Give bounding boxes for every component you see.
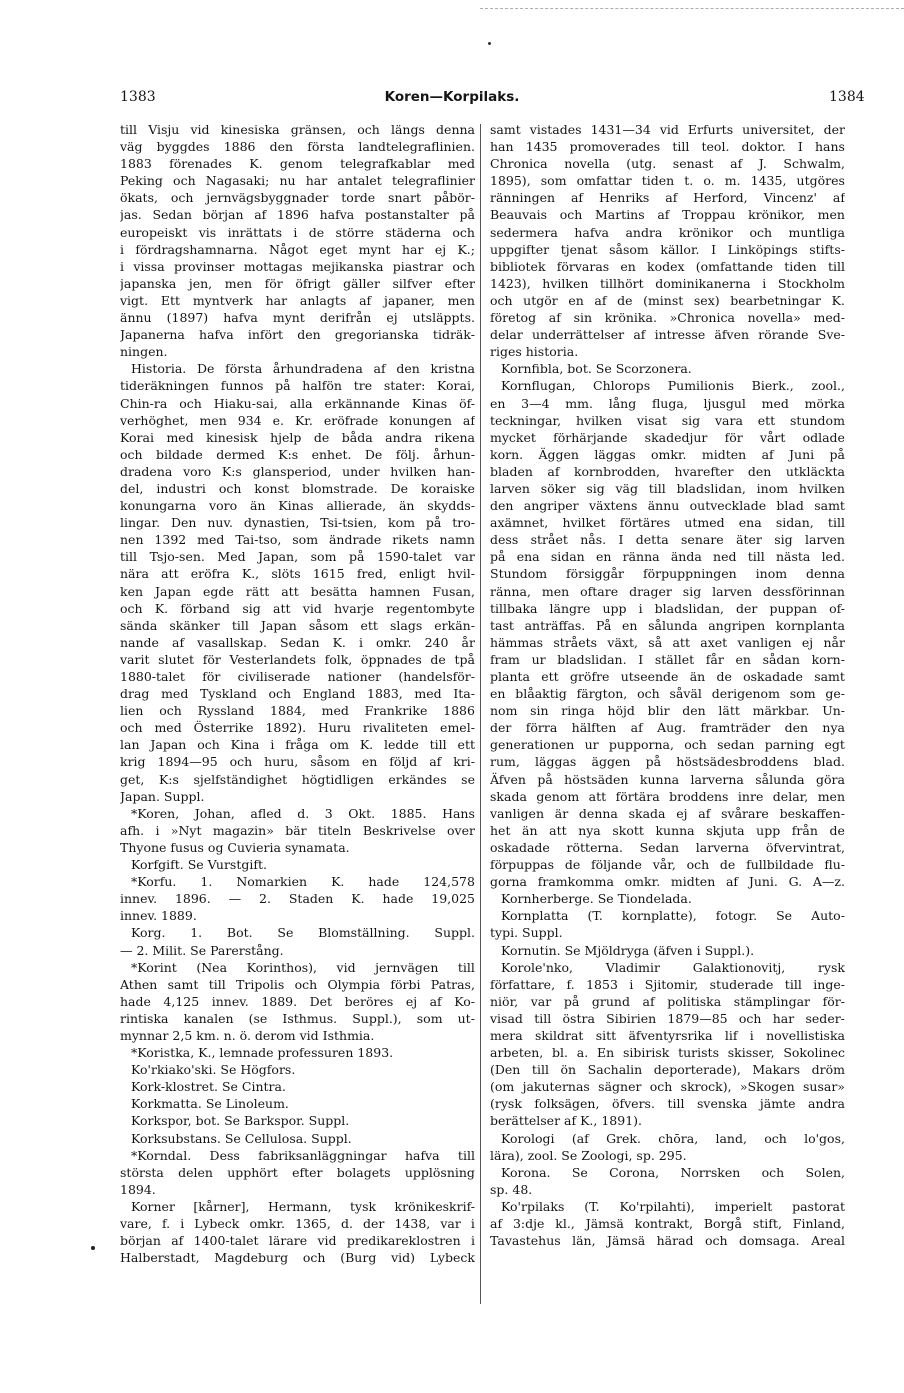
text-line: ränningen af Henriks af Herford, Vincenz' af: [490, 190, 845, 206]
text-line: Korai med kinesisk hjelp de båda andra rikena: [120, 429, 475, 445]
text-line: förpuppas de följande vår, och de fullbildade flu-: [490, 857, 845, 873]
text-line: Thyone fusus og Cuvieria synamata.: [120, 839, 350, 855]
text-line: ningen.: [120, 344, 168, 360]
text-line: der förra hälften af Aug. framträder den nya: [490, 720, 845, 736]
text-line: oskadade rötterna. Sedan larverna öfvervintrat,: [490, 839, 845, 855]
text-line: Chin-ra och Hiaku-sai, alla erkännande Kinas öf-: [120, 395, 475, 411]
text-line: sända skänker till Japan såsom ett slags erkän-: [120, 617, 475, 633]
text-line: väg byggdes 1886 den första landtelegraflinien.: [120, 139, 475, 155]
text-line: riges historia.: [490, 344, 579, 360]
text-line: japanska jen, men för öfrigt gäller silfver efter: [120, 275, 475, 291]
text-line: sp. 48.: [490, 1181, 533, 1197]
column-divider: [480, 124, 481, 1304]
text-line: Chronica novella (utg. senast af J. Schwalm,: [490, 156, 845, 172]
text-line: i vissa provinser mottagas mejikanska piastrar och: [120, 258, 475, 274]
text-line: lien och Ryssland 1884, med Frankrike 1886: [120, 703, 475, 719]
text-line: (Den till ön Sachalin deporterade), Makars dröm: [490, 1062, 845, 1078]
text-line: mera skildrat sitt äfventyrsrika lif i novellistiska: [490, 1027, 845, 1043]
text-line: han 1435 promoverades till teol. doktor. I hans: [490, 139, 845, 155]
text-line: verhöghet, men 934 e. Kr. eröfrade konungen af: [120, 412, 475, 428]
text-line: Kornherberge. Se Tiondelada.: [501, 891, 692, 907]
text-line: krig 1894—95 och huru, såsom en följd af kri-: [120, 754, 475, 770]
text-line: (om jakuternas sägner och skrock), »Skogen susar»: [490, 1079, 845, 1095]
text-line: hämmas stråets växt, så att axet vanligen ej når: [490, 634, 845, 650]
text-line: tillbaka längre upp i bladslidan, der puppan of-: [490, 600, 845, 616]
text-line: en blåaktig färgton, och såväl derigenom som ge-: [490, 686, 845, 702]
text-line: lan Japan och Kina i fråga om K. ledde till ett: [120, 737, 475, 753]
text-line: innev. 1896. — 2. Staden K. hade 19,025: [120, 891, 475, 907]
text-line: och K. förband sig att vid hvarje regentombyte: [120, 600, 475, 616]
text-line: nande af vasallskap. Sedan K. i omkr. 240 år: [120, 634, 475, 650]
text-line: afh. i »Nyt magazin» bär titeln Beskrivelse over: [120, 822, 475, 838]
text-line: Kornutin. Se Mjöldryga (äfven i Suppl.).: [501, 942, 755, 958]
text-line: en 3—4 mm. lång fluga, ljusgul med mörka: [490, 395, 845, 411]
text-line: bibliotek förvaras en kodex (omfattande tiden till: [490, 258, 845, 274]
text-line: ken Japan egde rätt att besätta hamnen Fusan,: [120, 583, 475, 599]
text-line: *Korint (Nea Korinthos), vid jernvägen till: [131, 959, 475, 975]
text-line: 1894.: [120, 1181, 156, 1197]
text-line: innev. 1889.: [120, 908, 197, 924]
text-line: Japan. Suppl.: [120, 788, 205, 804]
page-number-left: 1383: [120, 89, 156, 105]
text-line: Korole'nko, Vladimir Galaktionovitj, rysk: [501, 959, 845, 975]
text-line: tideräkningen funnos på halfön tre stater: Korai,: [120, 378, 475, 394]
text-line: mycket förhärjande skadedjur för vårt odlade: [490, 429, 845, 445]
text-line: rum, läggas äggen på höstsädesbroddens blad.: [490, 754, 845, 770]
text-line: Korner [kårner], Hermann, tysk krönikeskrif-: [131, 1198, 475, 1214]
text-line: Peking och Nagasaki; nu har antalet telegraflinier: [120, 173, 475, 189]
text-line: i fördragshamnarna. Något eget mynt har ej K.;: [120, 241, 475, 257]
text-line: drag med Tyskland och England 1883, med Ita-: [120, 686, 475, 702]
text-line: tast anträffas. På en sålunda angripen kornplanta: [490, 617, 845, 633]
text-line: Kornplatta (T. kornplatte), fotogr. Se Auto-: [501, 908, 845, 924]
text-line: planta ett gröfre utseende än de oskadade samt: [490, 669, 845, 684]
text-line: (rysk folksägen, öfvers. till svenska jämte andra: [490, 1096, 845, 1112]
text-line: larven söker sig väg till bladslidan, inom hvilken: [490, 480, 845, 496]
text-line: till Visju vid kinesiska gränsen, och längs denna: [120, 122, 475, 137]
text-line: ränna, men oftare drager sig larven dessförinnan: [490, 583, 845, 599]
text-line: Japanerna hafva infört den gregorianska tidräk-: [120, 327, 475, 343]
text-line: Korfgift. Se Vurstgift.: [131, 857, 267, 873]
running-title: Koren—Korpilaks.: [384, 89, 520, 105]
text-line: generationen ur pupporna, och sedan parning egt: [490, 737, 845, 753]
text-line: största delen upphört efter bolagets upplösning: [120, 1164, 475, 1180]
text-line: Stundom försiggår förpuppningen inom denna: [490, 566, 845, 582]
text-line: och bildade dermed K:s enhet. De följ. århun-: [120, 446, 475, 462]
text-line: jas. Sedan början af 1896 hafva postanstalter på: [120, 207, 475, 223]
text-line: Historia. De första århundradena af den kristna: [131, 361, 475, 377]
text-line: *Korndal. Dess fabriksanläggningar hafva till: [131, 1147, 475, 1163]
text-line: Kornfibla, bot. Se Scorzonera.: [501, 361, 692, 377]
text-line: konungarna voro än Kinas allierade, än skydds-: [120, 498, 475, 514]
text-line: Kork-klostret. Se Cintra.: [131, 1079, 286, 1095]
text-line: axämnet, hvilket förtäres utmed ena sidan, till: [490, 515, 845, 531]
text-line: och utgör en af de (minst sex) bearbetningar K.: [490, 292, 845, 308]
text-line: varit slutet för Vesterlandets folk, öppnades de tpå: [120, 651, 475, 667]
text-line: Äfven på höstsäden kunna larverna sålunda göra: [490, 771, 845, 787]
text-line: den angriper växtens ännu outvecklade blad samt: [490, 498, 845, 514]
ink-dot: [488, 42, 491, 45]
page-number-right: 1384: [829, 89, 865, 105]
text-line: korn. Äggen läggas omkr. midten af Juni på: [490, 446, 845, 462]
text-line: vanligen är denna skada ej af svårare beskaffen-: [490, 805, 845, 821]
text-line: niör, var på grund af politiska stämplingar för-: [490, 993, 845, 1009]
text-line: — 2. Milit. Se Parerstång.: [120, 942, 284, 958]
text-line: nen 1392 med Tai-tso, som ändrade rikets namn: [120, 532, 475, 548]
text-line: vare, f. i Lybeck omkr. 1365, d. der 1438, var i: [120, 1216, 475, 1231]
text-line: Korkmatta. Se Linoleum.: [131, 1096, 289, 1112]
text-line: fram ur bladslidan. I stället får en sådan korn-: [490, 651, 845, 667]
text-line: Ko'rpilaks (T. Ko'rpilahti), imperielt pastorat: [501, 1198, 845, 1214]
text-line: lingar. Den nuv. dynastien, Tsi-tsien, kom på tro-: [120, 515, 475, 531]
text-line: *Koristka, K., lemnade professuren 1893.: [131, 1045, 394, 1061]
text-line: het än att nya skott kunna skjuta upp från de: [490, 822, 845, 838]
scan-artifact-line: [480, 8, 904, 9]
text-line: *Korfu. 1. Nomarkien K. hade 124,578: [131, 874, 475, 890]
text-line: visad till östra Sibirien 1879—85 och har seder-: [490, 1010, 845, 1026]
text-line: Korkspor, bot. Se Barkspor. Suppl.: [131, 1113, 350, 1129]
text-line: europeiskt vis inrättats i de större städerna och: [120, 224, 475, 240]
text-line: gorna framkomma omkr. midten af Juni. G. A—z.: [490, 874, 845, 890]
text-line: Korologi (af Grek. chōra, land, och lo'gos,: [501, 1130, 845, 1146]
text-line: Korona. Se Corona, Norrsken och Solen,: [501, 1164, 845, 1180]
text-line: Tavastehus län, Jämsä härad och domsaga. Areal: [490, 1233, 845, 1249]
text-line: samt vistades 1431—34 vid Erfurts universitet, der: [490, 122, 845, 137]
text-line: Beauvais och Martins af Troppau krönikor, men: [490, 207, 845, 223]
text-line: på ena sidan en ränna ända ned till nästa led.: [490, 549, 845, 565]
text-line: sedermera hafva andra krönikor och muntliga: [490, 224, 845, 240]
text-line: uppgifter tjenat såsom källor. I Linköpings stifts-: [490, 241, 845, 257]
text-line: dess strået nås. I detta senare äter sig larven: [490, 532, 845, 548]
text-line: vigt. Ett myntverk har anlagts af japaner, men: [120, 292, 475, 308]
text-line: 1880-talet för civiliserade nationer (handelsför-: [120, 669, 475, 684]
text-line: ökats, och jernvägsbyggnader torde snart påbör-: [120, 190, 475, 206]
text-line: bladen af kornbrodden, hvarefter den utkläckta: [490, 463, 845, 479]
left-column: [120, 121, 475, 1266]
right-column: [490, 121, 845, 1249]
text-line: ännu (1897) hafva mynt derifrån ej utsläppts.: [120, 310, 475, 326]
text-line: berättelser af K., 1891).: [490, 1113, 643, 1129]
text-line: Korg. 1. Bot. Se Blomställning. Suppl.: [131, 925, 475, 941]
text-line: 1895), som omfattar tiden t. o. m. 1435, utgöres: [490, 173, 845, 189]
text-line: Athen samt till Tripolis och Olympia förbi Patras,: [120, 976, 475, 992]
text-line: dradena voro K:s glansperiod, under hvilken han-: [120, 463, 475, 479]
text-line: arbeten, bl. a. En sibirisk turists skisser, Sokolinec: [490, 1045, 845, 1061]
text-line: delar underrättelser af intresse äfven rörande Sve-: [490, 327, 845, 343]
text-line: 1423), hvilken tillhört dominikanerna i Stockholm: [490, 275, 845, 291]
text-line: Korksubstans. Se Cellulosa. Suppl.: [131, 1130, 352, 1146]
text-line: hade 4,125 innev. 1889. Det beröres ej af Ko-: [120, 993, 475, 1009]
text-line: *Koren, Johan, afled d. 3 Okt. 1885. Hans: [131, 805, 475, 821]
text-line: nära att eröfra K., slöts 1615 fred, enligt hvil-: [120, 566, 475, 582]
text-line: till Tsjo-sen. Med Japan, som på 1590-talet var: [120, 549, 475, 565]
text-line: och med Österrike 1892). Huru rivaliteten emel-: [120, 720, 475, 736]
text-line: skada genom att förtära broddens inre delar, men: [490, 788, 845, 804]
text-line: nom sin ringa höjd blir den lätt märkbar. Un-: [490, 703, 845, 719]
text-line: Kornflugan, Chlorops Pumilionis Bierk., zool.,: [501, 378, 845, 394]
text-line: get, K:s sjelfständighet högtidligen erkändes se: [120, 771, 475, 787]
text-line: typi. Suppl.: [490, 925, 563, 941]
text-line: rintiska kanalen (se Isthmus. Suppl.), som ut-: [120, 1010, 475, 1026]
text-line: af 3:dje kl., Jämsä kontrakt, Borgå stift, Finland,: [490, 1216, 845, 1231]
text-line: mynnar 2,5 km. n. ö. derom vid Isthmia.: [120, 1027, 375, 1043]
text-line: lära), zool. Se Zoologi, sp. 295.: [490, 1147, 687, 1163]
text-line: början af 1400-talet lärare vid predikareklostren i: [120, 1233, 475, 1249]
text-line: teckningar, hvilken visat sig vara ett stundom: [490, 412, 845, 428]
text-line: del, industri och konst blomstrade. De koraiske: [120, 480, 475, 496]
text-line: 1883 förenades K. genom telegrafkablar med: [120, 156, 475, 172]
margin-mark: [91, 1246, 95, 1250]
text-line: företog af sin krönika. »Chronica novella» med-: [490, 310, 845, 326]
text-line: Halberstadt, Magdeburg och (Burg vid) Lybeck: [120, 1250, 475, 1266]
text-line: författare, f. 1853 i Sjitomir, studerade till inge-: [490, 976, 845, 992]
text-line: Ko'rkiako'ski. Se Högfors.: [131, 1062, 296, 1078]
